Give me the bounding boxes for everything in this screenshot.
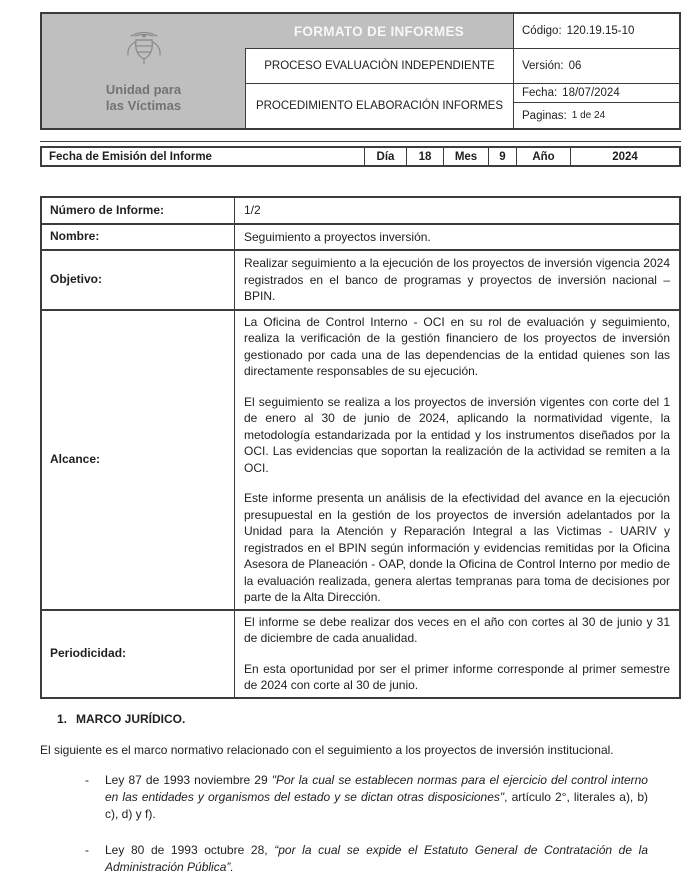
list-item-ley-80: [85, 842, 648, 876]
ley87-post: , artículo 2°, literales a), b) c), d) y f).: [105, 790, 648, 821]
logo-cell: [42, 14, 245, 128]
table-row-nombre: [42, 223, 679, 250]
alcance-paragraph-2: El seguimiento se realiza a los proyectos de inversión vigentes con corte del 1 de enero al 30 de junio de 2024, aplicando la normatividad vigente, la metodología estandarizada por la entidad y los instrumentos diseñados por la OCI. Las evidencias que soportan la realización de la actividad se remiten a la OCI.: [244, 394, 670, 475]
fecha-value: 18/07/2024: [562, 87, 620, 99]
bullet-dash: -: [85, 843, 89, 857]
periodicidad-label: Periodicidad:: [42, 611, 235, 697]
ano-label: Año: [516, 148, 570, 165]
table-row-objetivo: [42, 249, 679, 309]
paginas-value: 1 de 24: [571, 110, 606, 121]
divider-rule: [40, 141, 681, 142]
periodicidad-paragraph-2: En esta oportunidad por ser el primer informe corresponde al primer semestre de 2024 con corte al 30 de junio.: [244, 661, 670, 692]
org-name-line1: Unidad para: [105, 82, 182, 97]
fecha-cell: [513, 83, 679, 102]
header-table: [40, 12, 681, 130]
ley87-quote: "Por la cual se establecen normas para el ejercicio del control interno en las entidades y organismos del estado y se dictan otras disposiciones": [105, 773, 648, 804]
nombre-value: Seguimiento a proyectos inversión.: [244, 229, 431, 244]
fecha-label: Fecha:: [522, 87, 558, 99]
table-row-alcance: [42, 309, 679, 609]
paginas-label: Paginas:: [522, 109, 567, 122]
report-info-table: [40, 196, 681, 699]
table-row-numero: [42, 198, 679, 223]
coat-of-arms-icon: [122, 28, 166, 78]
version-cell: [513, 48, 679, 83]
bullet-dash: -: [85, 773, 89, 787]
objetivo-value: Realizar seguimiento a la ejecución de los proyectos de inversión vigencia 2024 registrados en el banco de programas y proyectos de inversión nacional – BPIN.: [244, 256, 670, 303]
alcance-value: [235, 311, 679, 609]
periodicidad-paragraph-1: El informe se debe realizar dos veces en el año con cortes al 30 de junio y 31 de diciembre de cada anualidad.: [244, 614, 670, 645]
codigo-cell: [513, 14, 679, 48]
dia-value: 18: [406, 148, 443, 165]
section-title: MARCO JURÍDICO.: [76, 712, 186, 726]
table-row-periodicidad: [42, 609, 679, 697]
procedure-name: PROCEDIMIENTO ELABORACIÓN INFORMES: [245, 83, 513, 128]
alcance-paragraph-3: Este informe presenta un análisis de la efectividad del avance en la ejecución presupuestal en la gestión de los proyectos de inversión adelantados por la Unidad para la Atención y Reparación Integral a las Victimas - UARIV y registrados en el BPIN según información y evidencias remitidas por la Oficina Asesora de Planeación - OAP, donde la Oficina de Control Interno por medio de la evaluación realizada, genera alertas tempranas para toma de decisiones por parte de la Alta Dirección.: [244, 491, 670, 604]
mes-label: Mes: [443, 148, 488, 165]
org-name-line2: las Víctimas: [105, 98, 182, 113]
ano-value: 2024: [570, 148, 679, 165]
codigo-value: 120.19.15-10: [566, 25, 635, 37]
marco-intro-paragraph: El siguiente es el marco normativo relacionado con el seguimiento a los proyectos de inversión institucional.: [40, 743, 614, 757]
section-heading-marco-juridico: [57, 712, 185, 726]
periodicidad-value: [235, 611, 679, 697]
list-item-text: [105, 842, 648, 876]
ley87-pre: Ley 87 de 1993 noviembre 29: [105, 773, 272, 787]
nombre-label: Nombre:: [42, 225, 235, 250]
paginas-cell: [513, 102, 679, 128]
numero-value: 1/2: [244, 203, 261, 217]
form-title: FORMATO DE INFORMES: [245, 14, 513, 48]
process-name: PROCESO EVALUACIÒN INDEPENDIENTE: [245, 48, 513, 83]
alcance-label: Alcance:: [42, 311, 235, 609]
org-name: [106, 82, 181, 114]
list-item-text: [105, 772, 648, 823]
numero-label: Número de Informe:: [42, 198, 235, 223]
alcance-paragraph-1: La Oficina de Control Interno - OCI en su rol de evaluación y seguimiento, realiza la verificación de la gestión financiero de los proyectos de inversión gestionado por cada una de las dependencias de la entidad quienes son las directamente responsables de su ejecución.: [244, 314, 670, 378]
section-number: 1.: [57, 712, 68, 726]
codigo-label: Código:: [522, 25, 562, 37]
ley80-pre: Ley 80 de 1993 octubre 28,: [105, 843, 275, 857]
emission-label: Fecha de Emisión del Informe: [49, 150, 212, 163]
emission-date-table: [40, 146, 681, 167]
version-value: 06: [568, 60, 582, 72]
mes-value: 9: [488, 148, 516, 165]
objetivo-label: Objetivo:: [42, 251, 235, 309]
list-item-ley-87: [85, 772, 648, 823]
ley80-quote: “por la cual se expide el Estatuto General de Contratación de la Administración Pública”.: [105, 843, 648, 874]
dia-label: Día: [364, 148, 406, 165]
version-label: Versión:: [522, 60, 564, 72]
